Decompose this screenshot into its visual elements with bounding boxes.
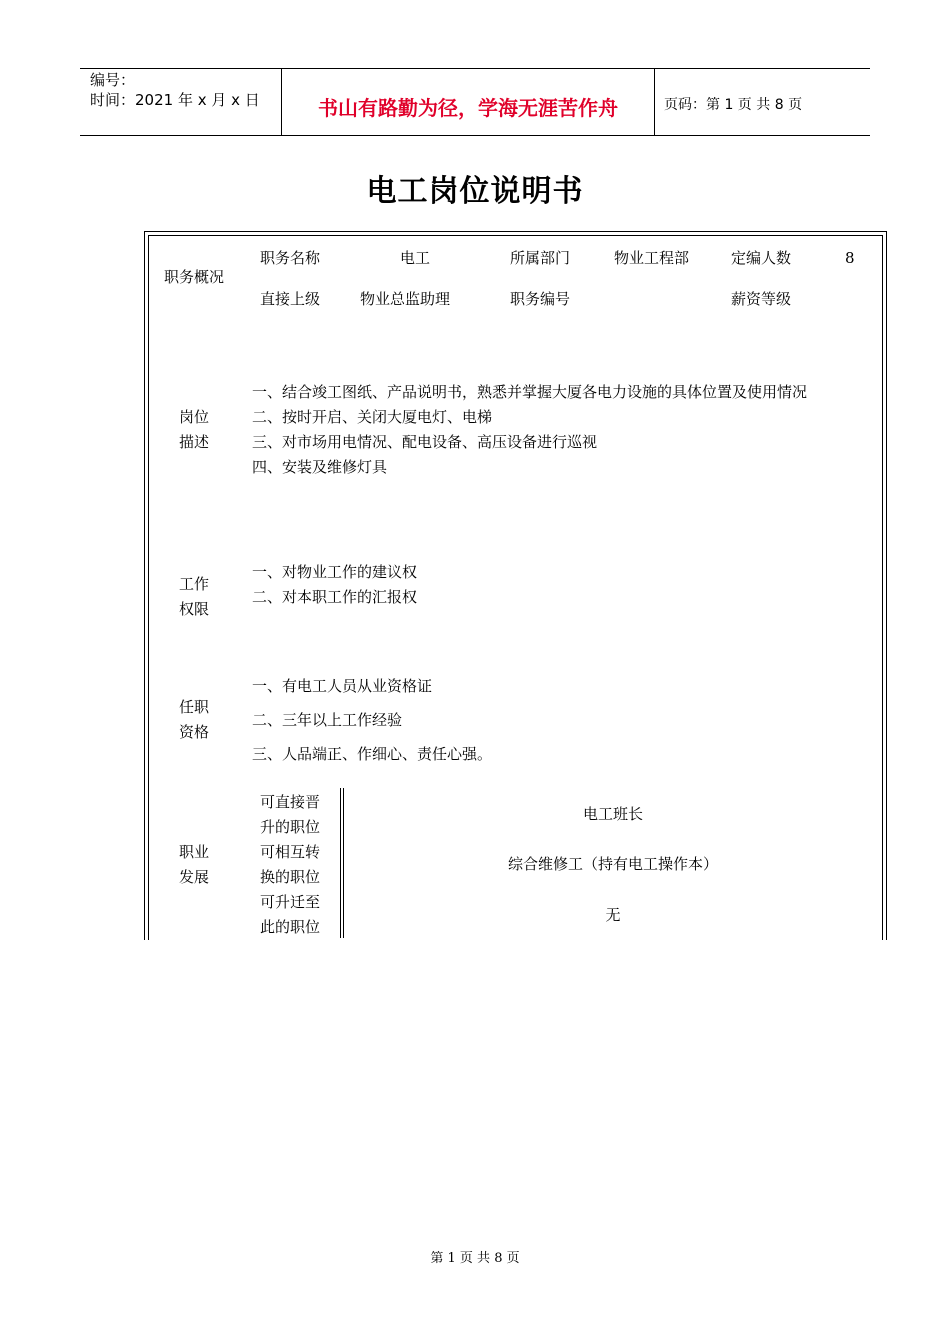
- qualification-section-label-line1: 任职: [178, 698, 209, 716]
- description-section-label-line1: 岗位: [178, 408, 209, 426]
- career-row-label-line1: 可相互转: [260, 843, 321, 861]
- authority-section-label-line2: 权限: [178, 600, 209, 618]
- qualification-item: 二、三年以上工作经验: [252, 711, 403, 729]
- career-row-value: 电工班长: [582, 805, 643, 823]
- frame-top-inner: [148, 235, 883, 236]
- description-item: 一、结合竣工图纸、产品说明书，熟悉并掌握大厦各电力设施的具体位置及使用情况: [252, 383, 808, 401]
- qualification-section-label-line2: 资格: [178, 723, 209, 741]
- job-name-label: 职务名称: [260, 249, 321, 267]
- description-section-label-line2: 描述: [178, 433, 209, 451]
- overview-section-label: 职务概况: [163, 268, 224, 286]
- career-divider-outer: [340, 788, 341, 938]
- document-time-label: 时间：2021 年 x 月 x 日: [90, 91, 260, 109]
- career-row-label-line1: 可升迁至: [260, 893, 321, 911]
- authority-section-label-line1: 工作: [178, 575, 209, 593]
- page-title: 电工岗位说明书: [366, 174, 584, 209]
- department-label: 所属部门: [510, 249, 571, 267]
- qualification-item: 一、有电工人员从业资格证: [252, 677, 433, 695]
- career-row-label-line2: 升的职位: [260, 818, 321, 836]
- page-footer: 第 1 页 共 8 页: [430, 1251, 520, 1266]
- qualification-item: 三、人品端正、作细心、责任心强。: [252, 745, 493, 763]
- frame-left-outer: [144, 231, 145, 940]
- header-motto: 书山有路勤为径，学海无涯苦作舟: [318, 96, 618, 120]
- career-section-label-line1: 职业: [178, 843, 209, 861]
- department-value: 物业工程部: [614, 249, 690, 267]
- job-name-value: 电工: [400, 249, 431, 267]
- career-row-value: 无: [605, 906, 621, 924]
- superior-value: 物业总监助理: [360, 290, 451, 308]
- authority-item: 一、对物业工作的建议权: [252, 563, 418, 581]
- frame-left-inner: [148, 235, 149, 940]
- description-item: 三、对市场用电情况、配电设备、高压设备进行巡视: [252, 433, 598, 451]
- quota-label: 定编人数: [731, 249, 792, 267]
- job-code-label: 职务编号: [510, 290, 571, 308]
- document-number-label: 编号：: [90, 71, 136, 89]
- salary-grade-label: 薪资等级: [731, 290, 792, 308]
- career-row-label-line2: 此的职位: [260, 918, 321, 936]
- frame-top-outer: [144, 231, 887, 232]
- description-item: 四、安装及维修灯具: [252, 458, 388, 476]
- career-row-label-line2: 换的职位: [260, 868, 321, 886]
- header-divider-right: [654, 69, 655, 136]
- frame-right-inner: [882, 235, 883, 940]
- description-item: 二、按时开启、关闭大厦电灯、电梯: [252, 408, 493, 426]
- authority-item: 二、对本职工作的汇报权: [252, 588, 418, 606]
- career-row-value: 综合维修工（持有电工操作本）: [507, 855, 718, 873]
- frame-right-outer: [886, 231, 887, 940]
- career-section-label-line2: 发展: [178, 868, 209, 886]
- header-bottom-rule: [80, 135, 870, 136]
- quota-value: 8: [845, 249, 855, 267]
- header-page-info: 页码：第 1 页 共 8 页: [664, 97, 803, 113]
- header-top-rule: [80, 68, 870, 69]
- career-row-label-line1: 可直接晋: [260, 793, 321, 811]
- superior-label: 直接上级: [260, 290, 321, 308]
